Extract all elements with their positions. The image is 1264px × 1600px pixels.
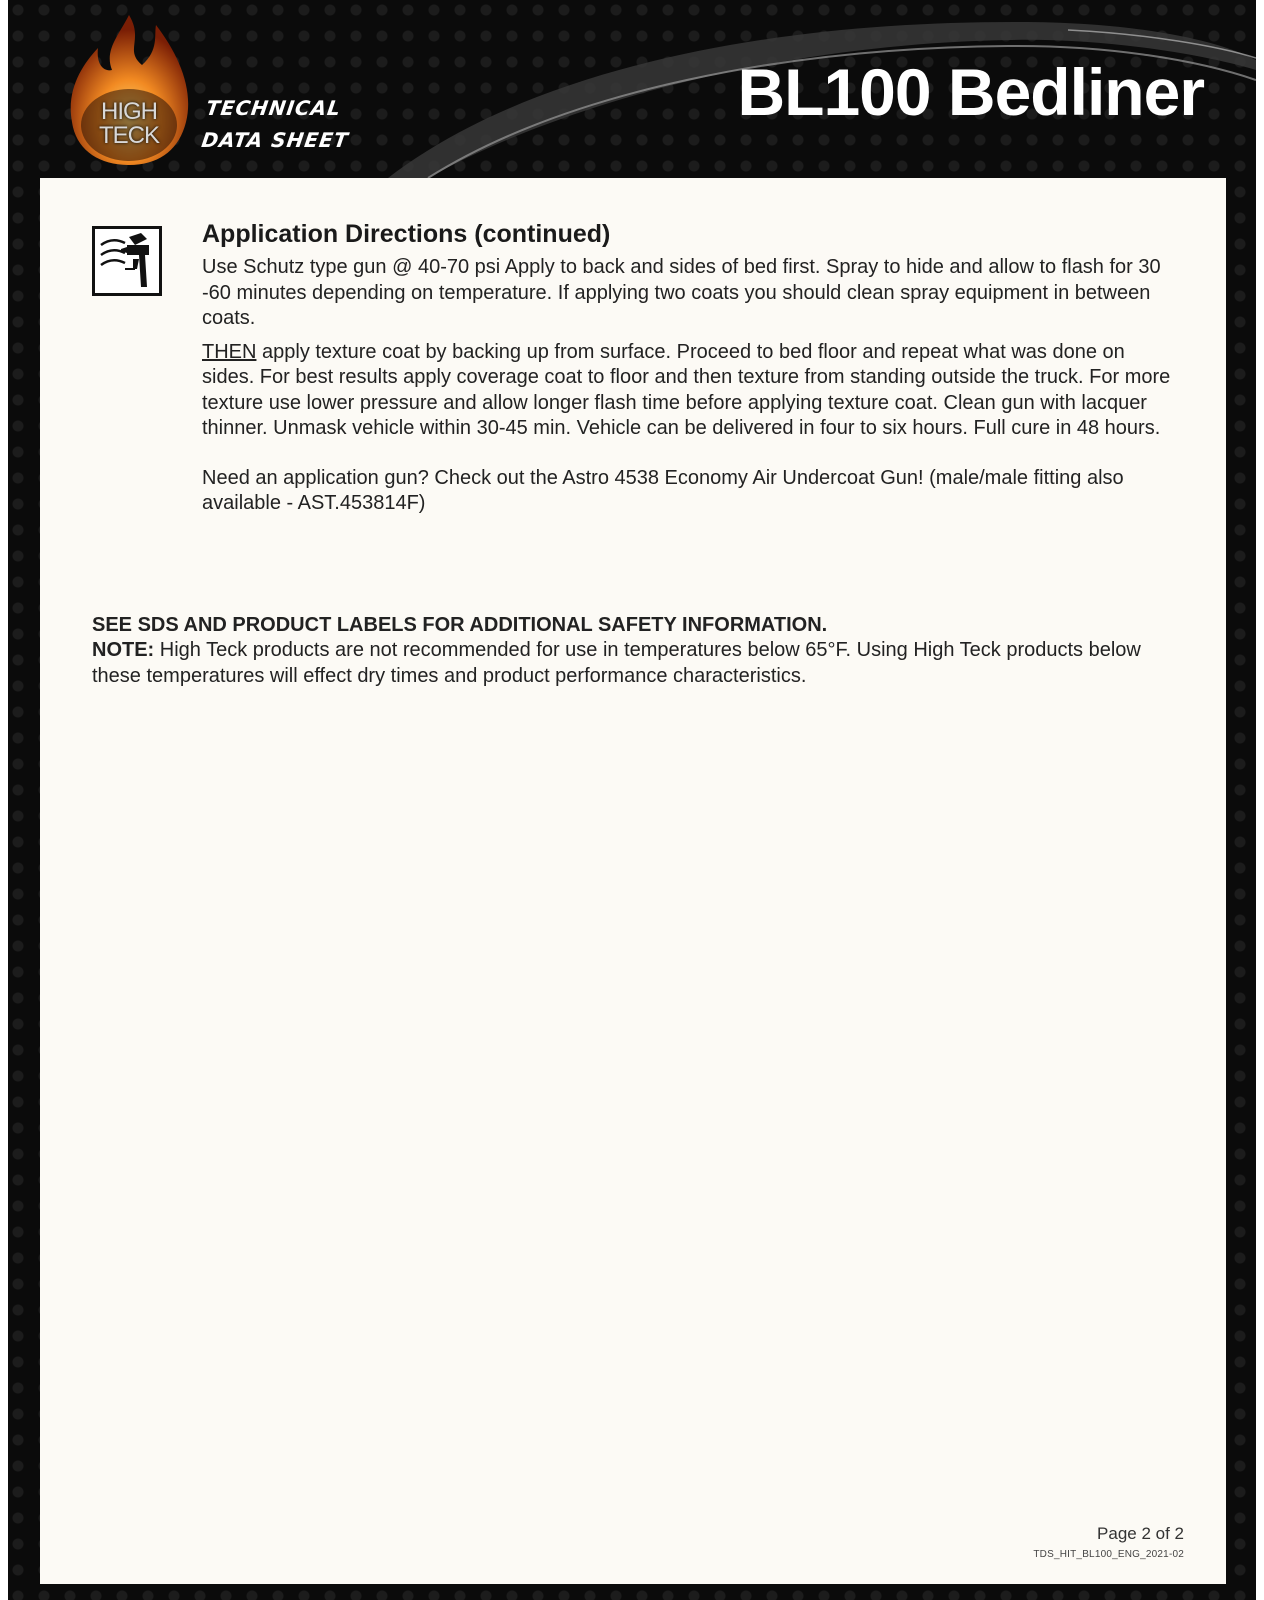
temperature-note: [92, 638, 1192, 689]
paragraph-1: Use Schutz type gun @ 40-70 psi Apply to back and sides of bed first. Spray to hide and allow to flash for 30 -60 minutes depending on temperature. If applying two coats you should clean spray equipment in between coats.: [202, 256, 1161, 329]
safety-heading: SEE SDS AND PRODUCT LABELS FOR ADDITIONAL SAFETY INFORMATION.: [92, 614, 828, 636]
logo-word-teck: TECK: [98, 122, 159, 149]
paragraph-2: [202, 340, 1182, 442]
page-number: Page 2 of 2: [1097, 1524, 1184, 1543]
logo-word-high: HIGH: [101, 98, 157, 125]
safety-section: [92, 612, 1192, 689]
section-title: Application Directions (continued): [202, 220, 611, 248]
then-emphasis: THEN: [202, 340, 257, 363]
note-text: High Teck products are not recommended for use in temperatures below 65°F. Using High Teck products below these temperatures will effect dry times and product performance characteristics.: [92, 639, 1141, 687]
doc-type-line-2: DATA SHEET: [200, 128, 351, 152]
application-directions-section: [202, 220, 1182, 525]
paragraph-3: Need an application gun? Check out the Astro 4538 Economy Air Undercoat Gun! (male/male fitting also available - AST.453814F): [202, 466, 1124, 514]
page-frame: [8, 0, 1256, 1600]
header-banner: [8, 0, 1256, 178]
spray-gun-icon: [92, 226, 162, 296]
note-label: NOTE:: [92, 639, 155, 661]
document-page: [40, 178, 1226, 1584]
paragraph-2-text: apply texture coat by backing up from surface. Proceed to bed floor and repeat what was done on sides. For best results apply coverage coat to floor and then texture from standing outside the truck. For more texture use lower pressure and allow longer flash time before applying texture coat. Clean gun with lacquer thinner. Unmask vehicle within 30-45 min. Vehicle can be delivered in four to six hours. Full cure in 48 hours.: [202, 340, 1171, 439]
logo-wordmark: [74, 100, 184, 148]
document-code: TDS_HIT_BL100_ENG_2021-02: [1033, 1549, 1184, 1560]
doc-type-line-1: TECHNICAL: [204, 96, 343, 120]
product-title: BL100 Bedliner: [737, 55, 1204, 129]
doc-type-label: [200, 92, 356, 156]
